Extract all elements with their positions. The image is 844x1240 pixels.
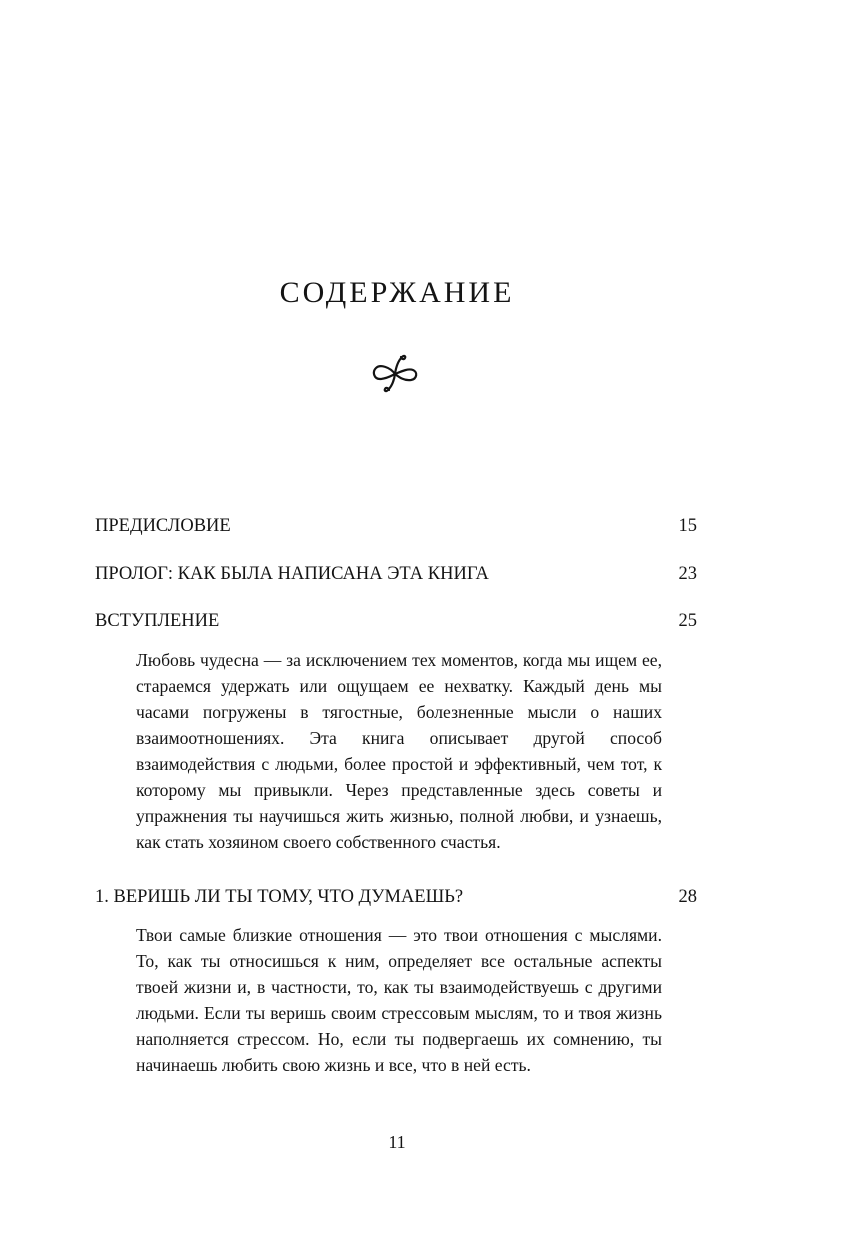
toc-entry-page-number: 25 xyxy=(678,611,697,631)
flourish-ornament-icon xyxy=(370,352,420,394)
toc-entry-title: 1. ВЕРИШЬ ЛИ ТЫ ТОМУ, ЧТО ДУМАЕШЬ? xyxy=(95,887,464,907)
toc-entry[interactable] xyxy=(95,885,697,909)
page-title: СОДЕРЖАНИЕ xyxy=(279,276,515,309)
toc-entry-description: Любовь чудесна — за исключением тех моментов, когда мы ищем ее, стараемся удержать или ощущаем ее нехватку. Каждый день мы часами погружены в тягостные, болезненные мысли о наших взаимоотношениях. Эта книга описывает другой способ взаимодействия с людьми, более простой и эффективный, чем тот, к которому мы привыкли. Через представленные здесь советы и упражнения ты научишься жить жизнью, полной любви, и узнаешь, как стать хозяином своего собственного счастья. xyxy=(136,650,662,852)
toc-entry-page-number: 28 xyxy=(678,887,697,907)
toc-entry[interactable] xyxy=(95,514,697,538)
toc-entry-title: ПРОЛОГ: КАК БЫЛА НАПИСАНА ЭТА КНИГА xyxy=(95,564,489,584)
toc-entry[interactable] xyxy=(95,609,697,633)
page-number: 11 xyxy=(388,1132,406,1152)
toc-entry-page-number: 23 xyxy=(678,564,697,584)
toc-entry-page-number: 15 xyxy=(678,516,697,536)
toc-entry-title: ПРЕДИСЛОВИЕ xyxy=(95,516,231,536)
toc-entry[interactable] xyxy=(95,562,697,586)
toc-entry-description: Твои самые близкие отношения — это твои отношения с мыслями. То, как ты относишься к ним, определяет все остальные аспекты твоей жизни и, в частности, то, как ты взаимодействуешь с другими людьми. Если ты веришь своим стрессовым мыслям, то и твоя жизнь наполняется стрессом. Но, если ты подвергаешь их сомнению, ты начинаешь любить свою жизнь и все, что в ней есть. xyxy=(136,925,662,1075)
toc-entry-title: ВСТУПЛЕНИЕ xyxy=(95,611,220,631)
